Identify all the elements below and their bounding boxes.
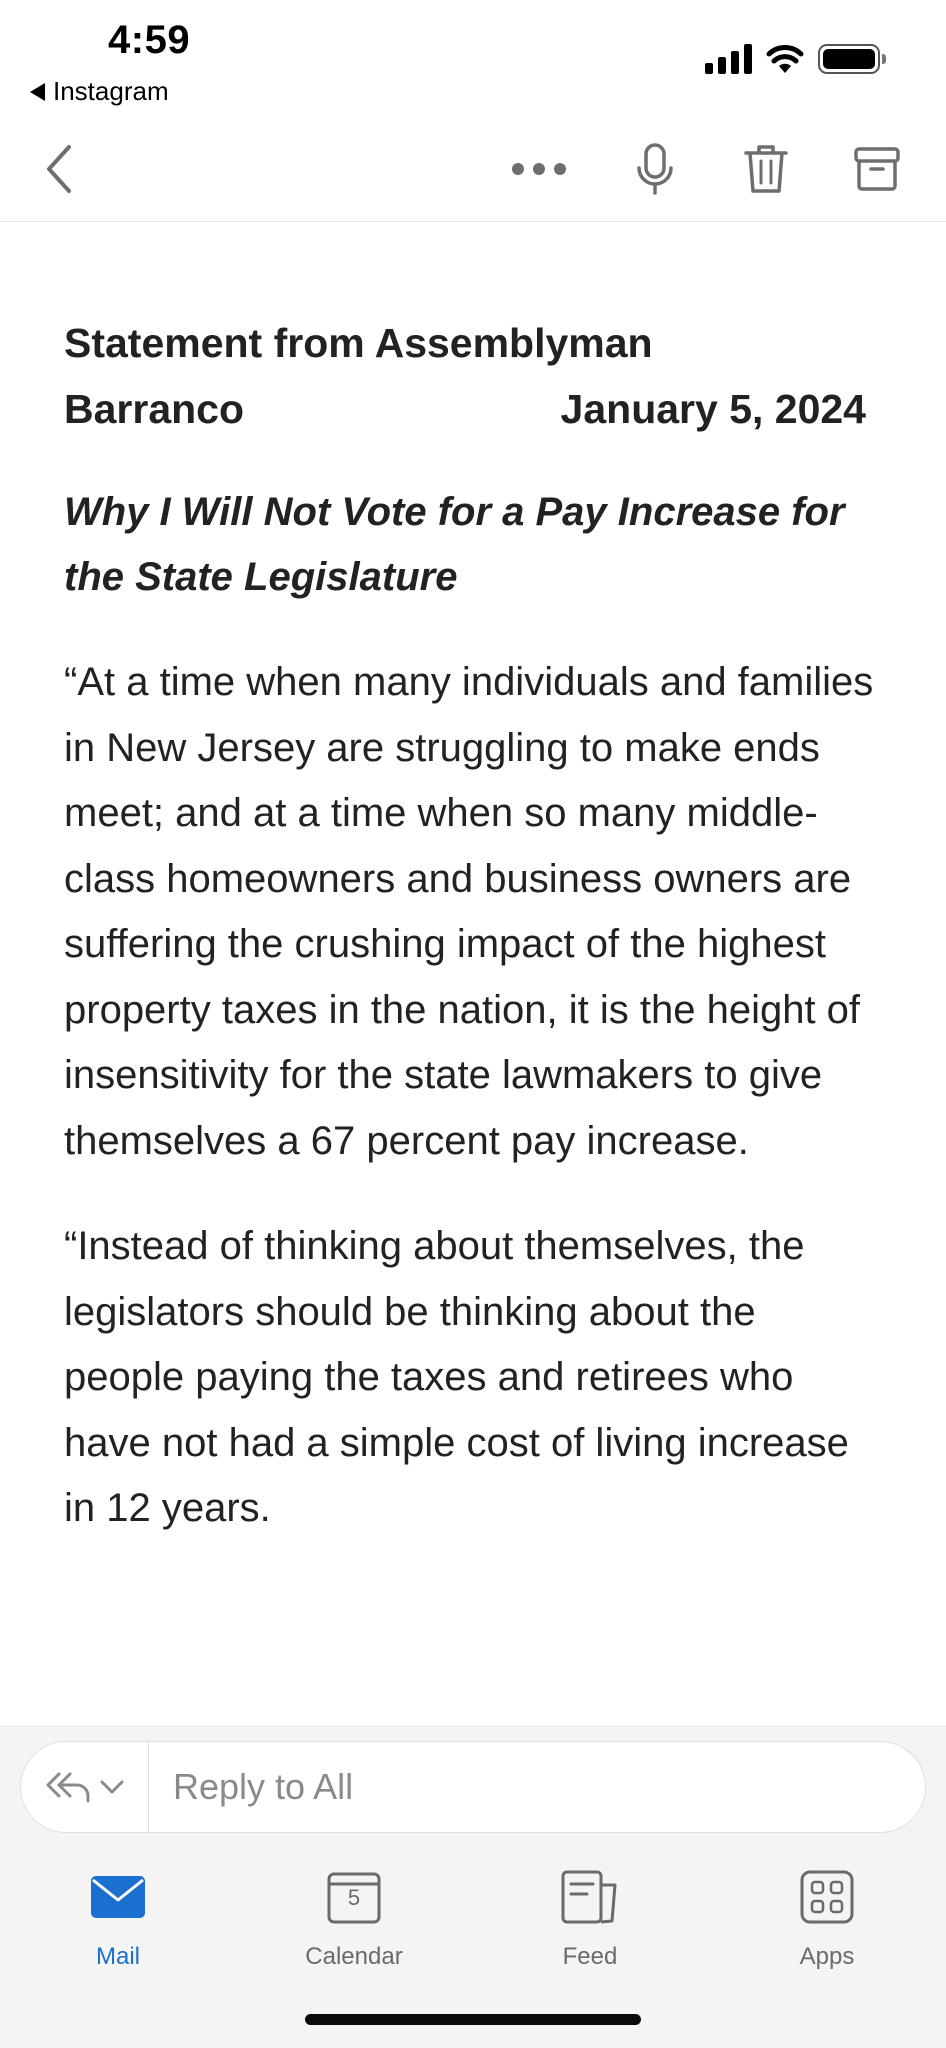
reply-bar[interactable] xyxy=(20,1741,926,1833)
reply-input-placeholder[interactable]: Reply to All xyxy=(173,1766,354,1807)
headline-line: Statement from Assemblyman xyxy=(64,320,653,366)
tab-calendar[interactable] xyxy=(264,1859,444,1989)
tab-apps[interactable] xyxy=(737,1859,917,1989)
status-time: 4:59 xyxy=(108,18,191,62)
reply-mode-selector[interactable] xyxy=(21,1742,149,1832)
tab-label: Mail xyxy=(95,1943,140,1970)
chevron-down-icon xyxy=(99,1779,125,1795)
back-chevron-icon xyxy=(41,143,77,195)
more-options-button[interactable] xyxy=(504,134,574,204)
paragraph: “Instead of thinking about themselves, the legislators should be thinking about the people paying the taxes and retirees who have not had a simple cost of living increase in 12 years. xyxy=(64,1224,849,1530)
calendar-date-badge: 5 xyxy=(347,1885,361,1910)
paragraph: “At a time when many individuals and families in New Jersey are struggling to make ends meet; and at a time when so many middle-class homeowners and business owners are suffering the crushing impact of the highest property taxes in the nation, it is the height of insensitivity for the state lawmakers to give themselves a 67 percent pay increase. xyxy=(64,660,874,1163)
tab-label: Calendar xyxy=(305,1943,403,1970)
dictation-button[interactable] xyxy=(620,134,690,204)
headline-date: January 5, 2024 xyxy=(560,386,866,432)
status-icons xyxy=(705,44,880,74)
battery-icon xyxy=(818,44,880,74)
message-body[interactable] xyxy=(0,222,946,1726)
mail-icon xyxy=(89,1874,147,1920)
statement-subheading: Why I Will Not Vote for a Pay Increase for the State Legislature xyxy=(64,490,845,599)
trash-icon xyxy=(743,143,789,195)
back-button[interactable] xyxy=(24,134,94,204)
home-indicator[interactable] xyxy=(305,2014,641,2025)
bottom-panel xyxy=(0,1726,946,2048)
tab-bar xyxy=(0,1859,946,1989)
tab-mail[interactable] xyxy=(28,1859,208,1989)
back-triangle-icon xyxy=(30,83,45,101)
status-bar xyxy=(0,0,946,112)
reply-all-icon xyxy=(45,1770,91,1804)
headline-name: Barranco xyxy=(64,386,245,432)
wifi-icon xyxy=(766,44,804,74)
statement-headline xyxy=(64,310,882,442)
message-toolbar xyxy=(0,112,946,222)
more-dots-icon xyxy=(511,162,567,176)
microphone-icon xyxy=(635,142,675,196)
back-app-label: Instagram xyxy=(53,76,169,106)
apps-grid-icon xyxy=(799,1869,855,1925)
back-to-app-link[interactable] xyxy=(30,76,169,107)
feed-icon xyxy=(560,1869,620,1925)
archive-button[interactable] xyxy=(842,134,912,204)
tab-feed[interactable] xyxy=(500,1859,680,1989)
cellular-signal-icon xyxy=(705,44,752,74)
archive-icon xyxy=(853,145,901,193)
delete-button[interactable] xyxy=(731,134,801,204)
tab-label: Apps xyxy=(799,1943,855,1970)
tab-label: Feed xyxy=(562,1943,618,1970)
